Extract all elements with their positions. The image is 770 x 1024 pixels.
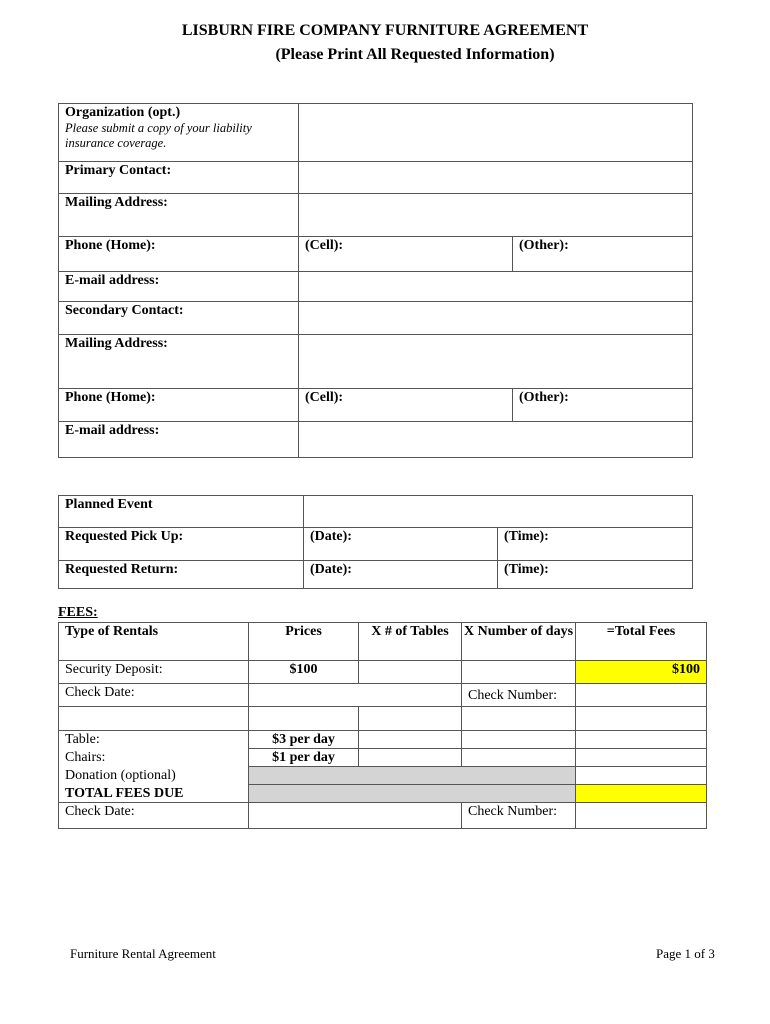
spacer-cell bbox=[59, 707, 249, 731]
chairs-rental-count-field[interactable] bbox=[359, 749, 462, 767]
total-fees-due-label: TOTAL FEES DUE bbox=[59, 785, 249, 803]
contact-info-table bbox=[58, 103, 693, 458]
table-rental-label: Table: bbox=[59, 731, 249, 749]
primary-phone-home-label: Phone (Home): bbox=[59, 237, 299, 272]
security-deposit-price: $100 bbox=[249, 661, 359, 684]
donation-label: Donation (optional) bbox=[59, 767, 249, 785]
footer-document-name: Furniture Rental Agreement bbox=[70, 946, 216, 961]
deposit-check-date-field[interactable] bbox=[249, 684, 462, 707]
chairs-rental-price: $1 per day bbox=[249, 749, 359, 767]
pickup-date-field[interactable]: (Date): bbox=[304, 528, 498, 561]
organization-field[interactable] bbox=[299, 104, 693, 162]
final-check-number-field[interactable] bbox=[576, 803, 707, 829]
primary-email-label: E-mail address: bbox=[59, 272, 299, 302]
planned-event-field[interactable] bbox=[304, 496, 693, 528]
footer-page-number: Page 1 of 3 bbox=[656, 946, 715, 961]
table-rental-total-field[interactable] bbox=[576, 731, 707, 749]
table-rental-count-field[interactable] bbox=[359, 731, 462, 749]
primary-contact-label: Primary Contact: bbox=[59, 162, 299, 194]
secondary-contact-field[interactable] bbox=[299, 302, 693, 335]
secondary-mailing-address-label: Mailing Address: bbox=[59, 335, 299, 389]
primary-mailing-address-field[interactable] bbox=[299, 194, 693, 237]
fees-table bbox=[58, 622, 707, 829]
secondary-phone-cell-field[interactable]: (Cell): bbox=[299, 389, 513, 422]
tables-count-header: X # of Tables bbox=[359, 623, 462, 661]
security-deposit-total: $100 bbox=[576, 661, 707, 684]
primary-phone-other-field[interactable]: (Other): bbox=[513, 237, 693, 272]
event-table bbox=[58, 495, 693, 589]
donation-shaded-cell bbox=[249, 767, 576, 785]
spacer-cell bbox=[249, 707, 359, 731]
type-of-rentals-header: Type of Rentals bbox=[59, 623, 249, 661]
pickup-label: Requested Pick Up: bbox=[59, 528, 304, 561]
secondary-contact-label: Secondary Contact: bbox=[59, 302, 299, 335]
secondary-email-field[interactable] bbox=[299, 422, 693, 458]
deposit-check-date-label: Check Date: bbox=[59, 684, 249, 707]
deposit-check-number-field[interactable] bbox=[576, 684, 707, 707]
secondary-phone-other-field[interactable]: (Other): bbox=[513, 389, 693, 422]
return-date-field[interactable]: (Date): bbox=[304, 561, 498, 589]
chairs-rental-total-field[interactable] bbox=[576, 749, 707, 767]
organization-note: Please submit a copy of your liability insurance coverage. bbox=[65, 121, 252, 150]
document-subtitle: (Please Print All Requested Information) bbox=[275, 46, 555, 63]
chairs-rental-days-field[interactable] bbox=[462, 749, 576, 767]
table-rental-days-field[interactable] bbox=[462, 731, 576, 749]
chairs-rental-label: Chairs: bbox=[59, 749, 249, 767]
return-label: Requested Return: bbox=[59, 561, 304, 589]
donation-amount-field[interactable] bbox=[576, 767, 707, 785]
final-check-date-field[interactable] bbox=[249, 803, 462, 829]
total-fees-header: =Total Fees bbox=[576, 623, 707, 661]
primary-phone-cell-field[interactable]: (Cell): bbox=[299, 237, 513, 272]
total-fees-due-field[interactable] bbox=[576, 785, 707, 803]
final-check-date-label: Check Date: bbox=[59, 803, 249, 829]
deposit-check-number-label: Check Number: bbox=[462, 684, 576, 707]
security-deposit-label: Security Deposit: bbox=[59, 661, 249, 684]
security-deposit-days-field[interactable] bbox=[462, 661, 576, 684]
planned-event-label: Planned Event bbox=[59, 496, 304, 528]
table-rental-price: $3 per day bbox=[249, 731, 359, 749]
fees-section-label: FEES: bbox=[58, 605, 98, 620]
final-check-number-label: Check Number: bbox=[462, 803, 576, 829]
security-deposit-tables-field[interactable] bbox=[359, 661, 462, 684]
primary-email-field[interactable] bbox=[299, 272, 693, 302]
pickup-time-field[interactable]: (Time): bbox=[498, 528, 693, 561]
spacer-cell bbox=[576, 707, 707, 731]
secondary-mailing-address-field[interactable] bbox=[299, 335, 693, 389]
secondary-email-label: E-mail address: bbox=[59, 422, 299, 458]
primary-contact-field[interactable] bbox=[299, 162, 693, 194]
spacer-cell bbox=[462, 707, 576, 731]
organization-label: Organization (opt.) bbox=[65, 105, 181, 120]
organization-label-cell bbox=[59, 104, 299, 162]
secondary-phone-home-label: Phone (Home): bbox=[59, 389, 299, 422]
primary-mailing-address-label: Mailing Address: bbox=[59, 194, 299, 237]
spacer-cell bbox=[359, 707, 462, 731]
total-due-shaded-cell bbox=[249, 785, 576, 803]
days-count-header: X Number of days bbox=[462, 623, 576, 661]
prices-header: Prices bbox=[249, 623, 359, 661]
return-time-field[interactable]: (Time): bbox=[498, 561, 693, 589]
document-title: LISBURN FIRE COMPANY FURNITURE AGREEMENT bbox=[181, 22, 589, 39]
